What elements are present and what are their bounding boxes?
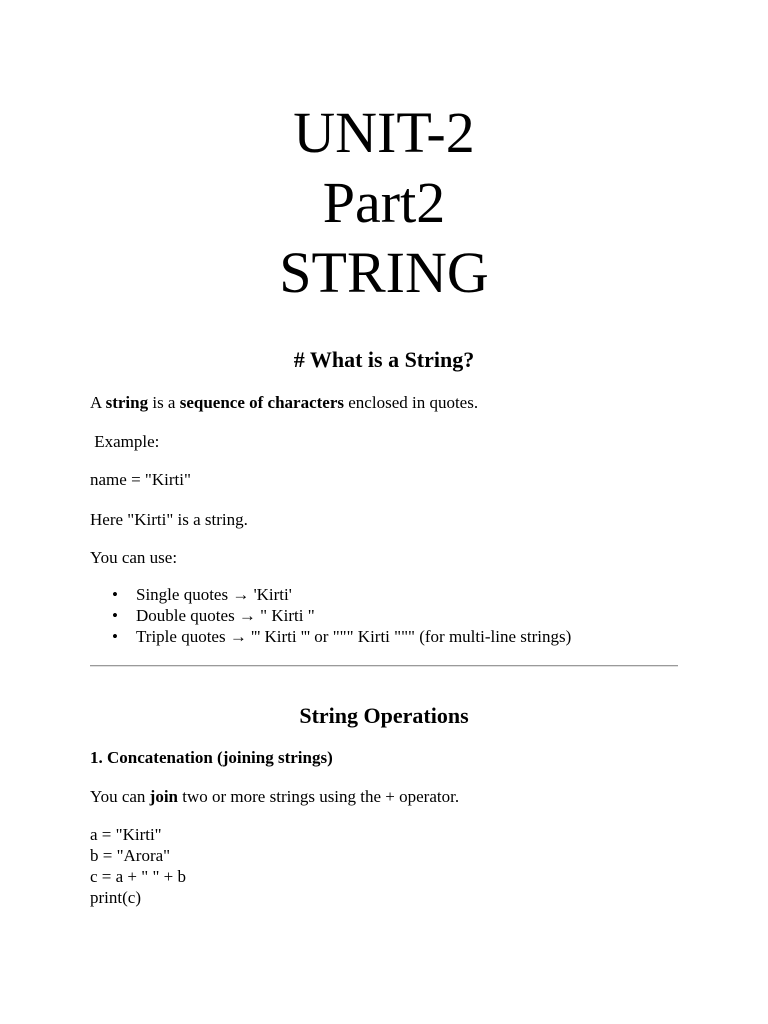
document-title xyxy=(0,98,768,308)
join-description xyxy=(90,786,690,807)
horizontal-divider xyxy=(90,665,678,667)
bullet-icon: • xyxy=(112,627,118,646)
list-item xyxy=(90,626,710,647)
here-text: Here "Kirti" is a string. xyxy=(90,510,248,529)
example-label: Example: xyxy=(90,432,160,451)
title-part: Part2 xyxy=(322,170,446,235)
bullet-icon: • xyxy=(112,585,118,604)
example-code: name = "Kirti" xyxy=(90,470,191,489)
can-use-text: You can use: xyxy=(90,548,178,567)
string-definition xyxy=(90,392,690,413)
code-line: b = "Arora" xyxy=(90,846,171,865)
list-item xyxy=(90,605,710,626)
text-run: is a xyxy=(148,393,180,412)
text-run: enclosed in quotes. xyxy=(344,393,479,412)
list-item-text: Single quotes → 'Kirti' xyxy=(136,585,292,604)
bold-term-string: string xyxy=(105,393,149,412)
title-unit: UNIT-2 xyxy=(293,100,475,165)
code-line: a = "Kirti" xyxy=(90,825,162,844)
quotes-list xyxy=(90,584,710,647)
bold-term-sequence: sequence of characters xyxy=(179,393,345,412)
list-item-text: Double quotes → " Kirti " xyxy=(136,606,315,625)
code-line: print(c) xyxy=(90,888,141,907)
list-item xyxy=(90,584,710,605)
heading-what-is-string: # What is a String? xyxy=(293,347,475,372)
subheading-concatenation: 1. Concatenation (joining strings) xyxy=(90,748,333,767)
text-run: A xyxy=(90,393,106,412)
heading-string-operations: String Operations xyxy=(299,703,469,728)
text-run: You can xyxy=(90,787,150,806)
text-run: two or more strings using the + operator. xyxy=(178,787,460,806)
code-line: c = a + " " + b xyxy=(90,867,186,886)
concatenation-code xyxy=(90,824,186,908)
list-item-text: Triple quotes → ''' Kirti ''' or """ Kirti """ (for multi-line strings) xyxy=(136,627,572,646)
bullet-icon: • xyxy=(112,606,118,625)
bold-term-join: join xyxy=(149,787,179,806)
title-topic: STRING xyxy=(279,240,489,305)
